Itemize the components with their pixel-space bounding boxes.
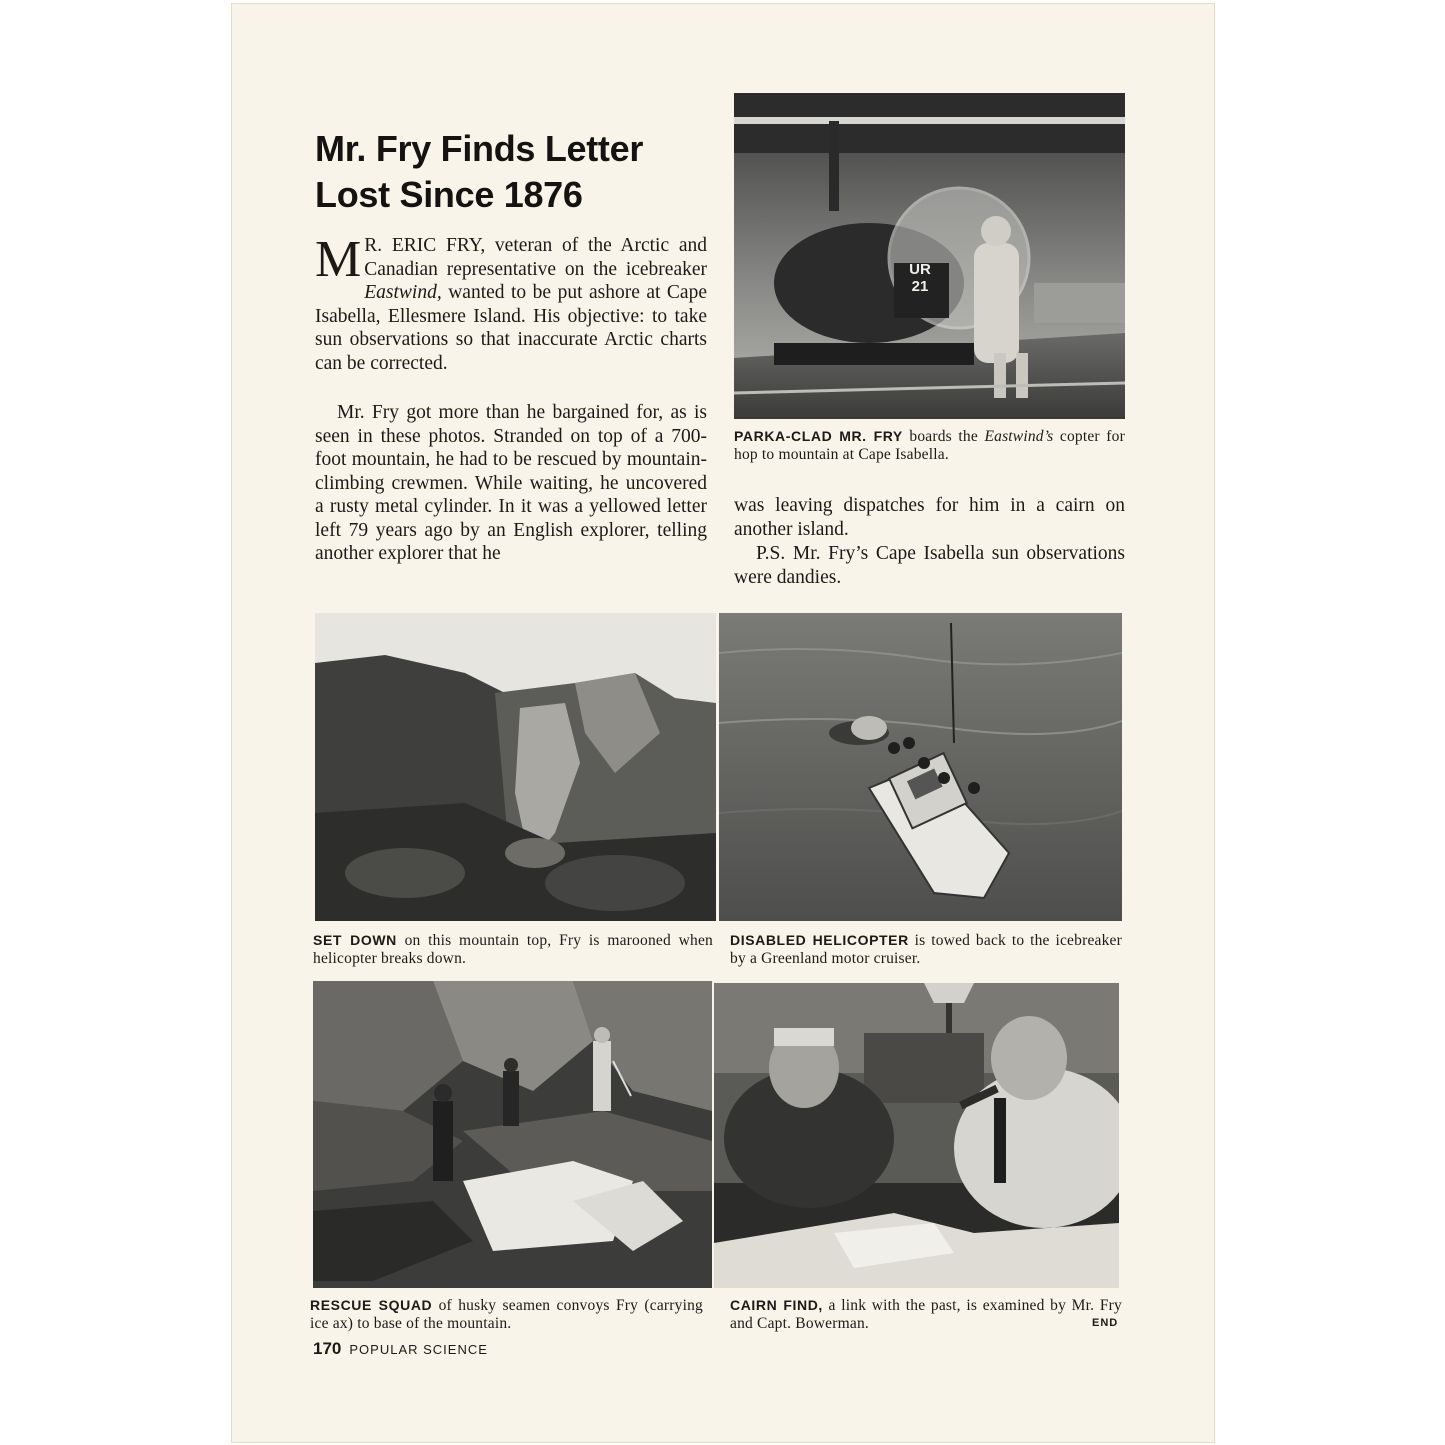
drop-cap: M bbox=[315, 231, 362, 288]
rescue-caption: RESCUE SQUAD of husky seamen convoys Fry (carrying ice ax) to base of the mountain. bbox=[310, 1297, 704, 1332]
magazine-name: POPULAR SCIENCE bbox=[349, 1342, 488, 1357]
boat-caption: DISABLED HELICOPTER is towed back to the icebreaker by a Greenland motor cruiser. bbox=[730, 932, 1122, 967]
helicopter-photo bbox=[734, 93, 1125, 419]
mountain-photo bbox=[315, 613, 716, 921]
article-paragraph-3: was leaving dispatches for him in a cairn on another island. bbox=[734, 495, 1125, 540]
rescue-photo bbox=[313, 981, 712, 1288]
cairn-caption: CAIRN FIND, a link with the past, is examined by Mr. Fry and Capt. Bowerman. bbox=[730, 1297, 1122, 1332]
helicopter-caption: PARKA-CLAD MR. FRY boards the Eastwind’s copter for hop to mountain at Cape Isabella. bbox=[734, 428, 1125, 463]
boat-photo bbox=[719, 613, 1122, 921]
article-title: Mr. Fry Finds Letter Lost Since 1876 bbox=[315, 128, 644, 215]
page-number: 170 bbox=[313, 1339, 342, 1358]
mountain-caption: SET DOWN on this mountain top, Fry is marooned when helicopter breaks down. bbox=[313, 932, 713, 967]
article-paragraph-2: Mr. Fry got more than he bargained for, as is seen in these photos. Stranded on top of a 700-foot mountain, he had to be rescued by mountain-climbing crewmen. While waiting, he uncovered a rusty metal cylinder. In it was a yellowed letter left 79 years ago by an English explorer, telling another explorer that he bbox=[315, 402, 707, 564]
article-paragraph-4: P.S. Mr. Fry’s Cape Isabella sun observations were dandies. bbox=[734, 543, 1125, 588]
article-paragraph-1: M R. ERIC FRY, veteran of the Arctic and Canadian representative on the icebreaker Eastwind, wanted to be put ashore at Cape Isabella, Ellesmere Island. His objective: to take sun observations so that inaccurate Arctic charts can be corrected. bbox=[315, 231, 707, 374]
cairn-photo bbox=[714, 983, 1119, 1288]
page-footer bbox=[313, 1339, 488, 1359]
helicopter-marking: UR 21 bbox=[909, 261, 931, 295]
end-mark: END bbox=[1092, 1317, 1119, 1329]
